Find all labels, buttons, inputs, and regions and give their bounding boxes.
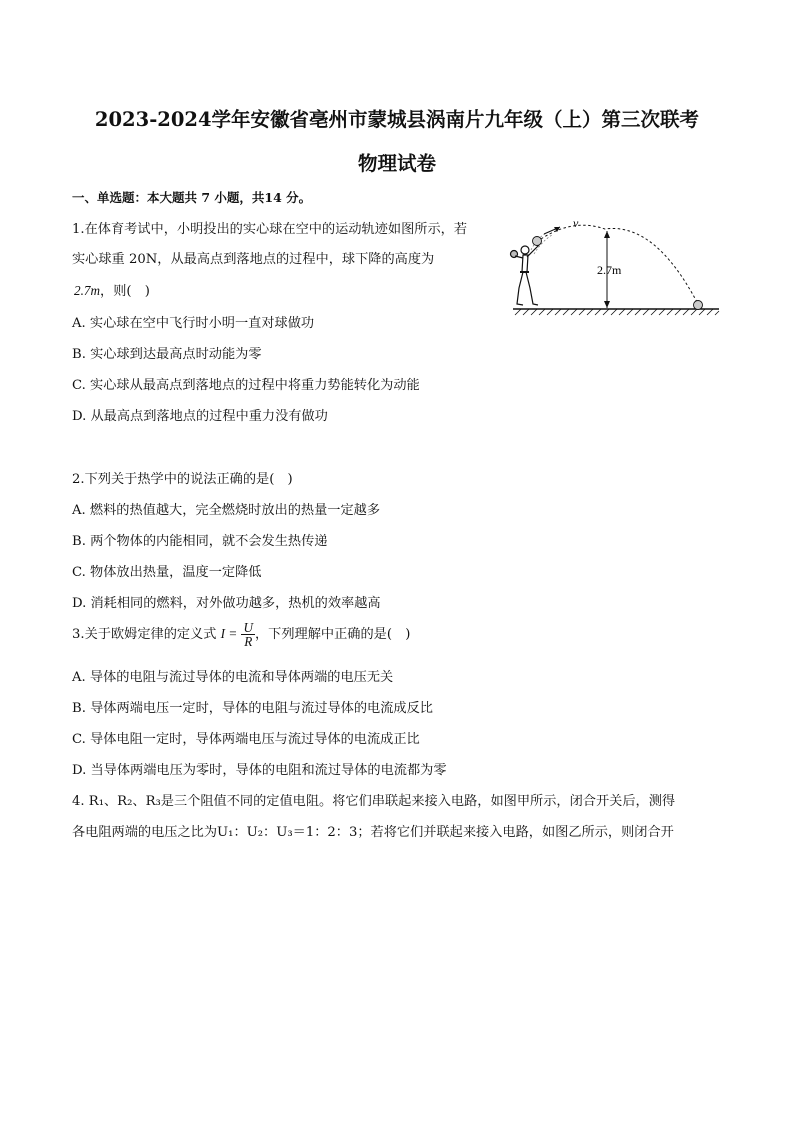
q2-option-c: C. 物体放出热量，温度一定降低 (72, 565, 262, 580)
q1-option-b: B. 实心球到达最高点时动能为零 (72, 347, 262, 362)
q2-option-a: A. 燃料的热值越大，完全燃烧时放出的热量一定越多 (72, 503, 381, 518)
q3-option-b: B. 导体两端电压一定时，导体的电阻与流过导体的电流成反比 (72, 701, 433, 716)
q3-formula-fraction (241, 621, 255, 648)
q1-stem-line1: 1.在体育考试中，小明投出的实心球在空中的运动轨迹如图所示，若 (72, 222, 468, 237)
q4-stem-line2: 各电阻两端的电压之比为U₁：U₂：U₃＝1：2：3；若将它们并联起来接入电路，如图乙所示，则闭合开 (72, 825, 674, 840)
page-subtitle: 物理试卷 (357, 152, 436, 175)
ground-hatching (515, 309, 719, 315)
q4-stem-line1: 4. R₁、R₂、R₃是三个阻值不同的定值电阻。将它们串联起来接入电路，如图甲所示，闭合开关后，测得 (72, 794, 676, 809)
q1-height-value: 2.7m (74, 283, 101, 298)
q3-option-a: A. 导体的电阻与流过导体的电流和导体两端的电压无关 (72, 670, 394, 685)
velocity-label: v (573, 216, 579, 230)
q2-option-b: B. 两个物体的内能相同，就不会发生热传递 (72, 534, 328, 549)
q3-stem-pre: 3.关于欧姆定律的定义式 (72, 627, 221, 642)
q1-stem-line3 (74, 280, 150, 299)
q1-option-a: A. 实心球在空中飞行时小明一直对球做功 (72, 316, 315, 331)
q3-option-c: C. 导体电阻一定时，导体两端电压与流过导体的电流成正比 (72, 732, 420, 747)
thrower-figure (511, 245, 540, 305)
q2-stem: 2.下列关于热学中的说法正确的是( ) (72, 472, 293, 487)
ball-start (533, 237, 542, 246)
section-heading: 一、单选题：本大题共 7 小题，共14 分。 (72, 190, 312, 205)
height-arrowhead-top (604, 231, 610, 238)
q1-option-d: D. 从最高点到落地点的过程中重力没有做功 (72, 409, 328, 424)
q3-stem-post: ，下列理解中正确的是( ) (254, 627, 411, 642)
q3-formula-denominator: R (244, 634, 253, 649)
page-title: 2023-2024学年安徽省亳州市蒙城县涡南片九年级（上）第三次联考 (94, 108, 700, 131)
trajectory-figure (505, 212, 725, 324)
q1-stem-line2: 实心球重 20N，从最高点到落地点的过程中，球下降的高度为 (72, 252, 435, 267)
q3-formula-lhs: I = (220, 626, 238, 641)
q3-stem (72, 621, 410, 648)
q2-option-d: D. 消耗相同的燃料，对外做功越多，热机的效率越高 (72, 596, 381, 611)
q1-stem-tail: ，则( ) (100, 284, 150, 299)
q3-option-d: D. 当导体两端电压为零时，导体的电阻和流过导体的电流都为零 (72, 763, 447, 778)
q1-option-c: C. 实心球从最高点到落地点的过程中将重力势能转化为动能 (72, 378, 420, 393)
height-arrowhead-bottom (604, 301, 610, 308)
q3-formula-numerator: U (243, 620, 253, 635)
ball-landing (694, 301, 703, 310)
height-label: 2.7m (597, 263, 622, 277)
